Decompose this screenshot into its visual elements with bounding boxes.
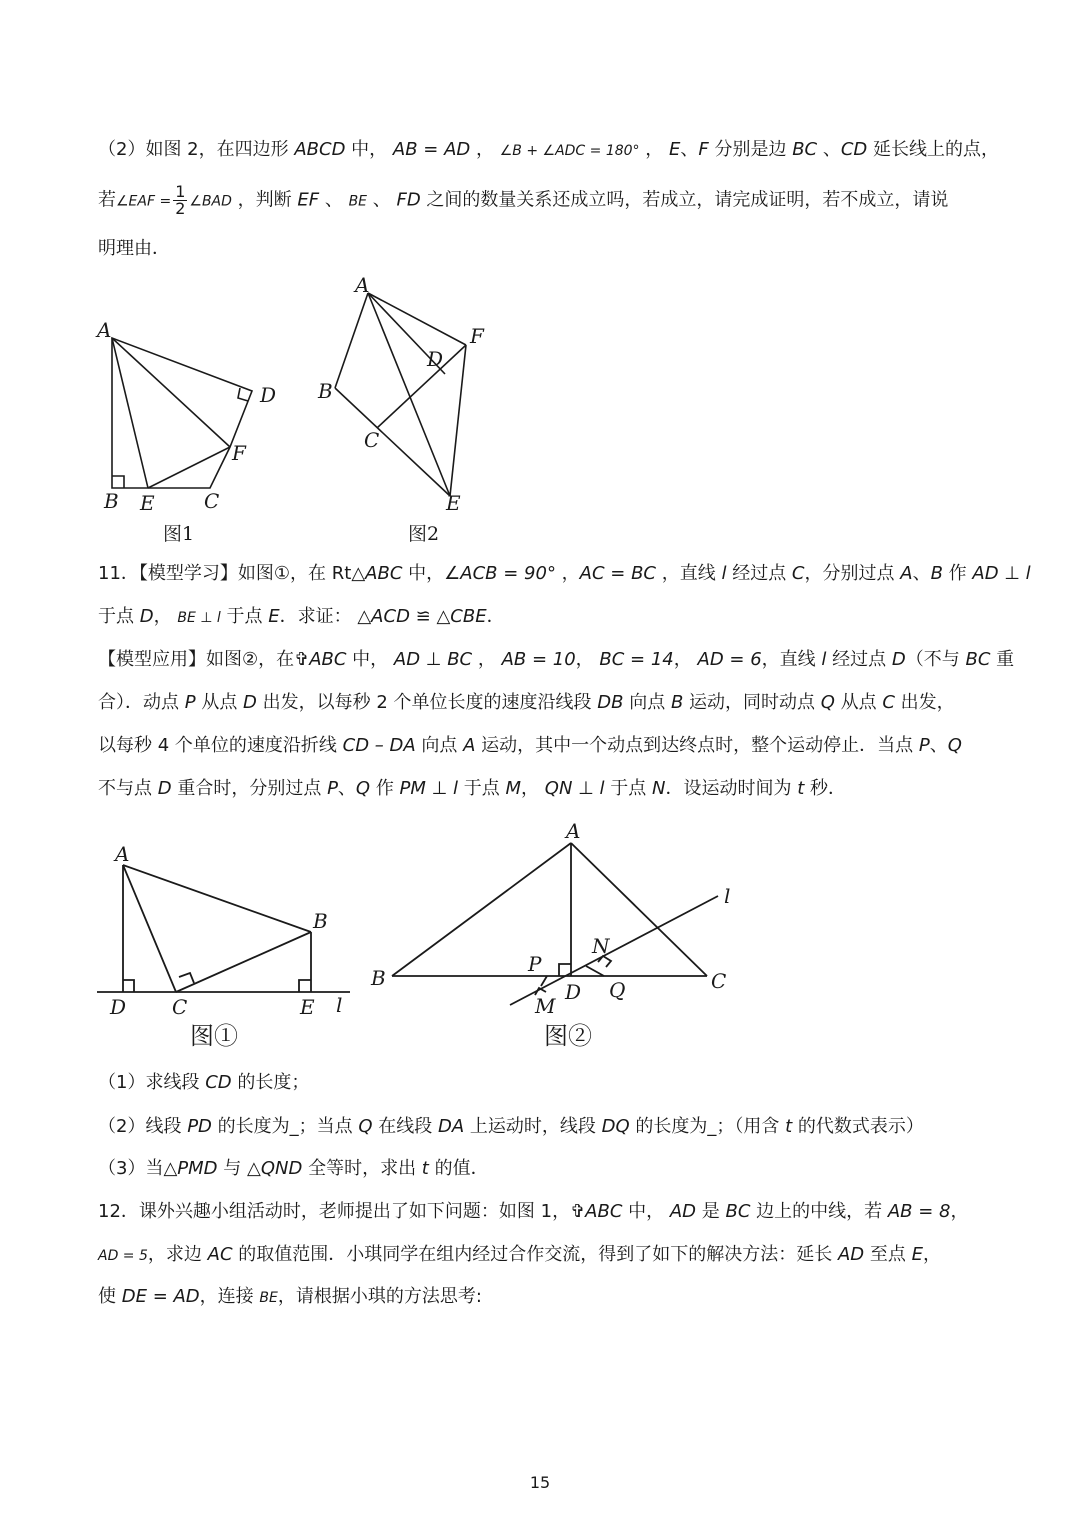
fig-q11-2-caption: 图②: [544, 1022, 592, 1050]
fig-q11-1-label-b: B: [313, 909, 328, 933]
fig2-label-e: E: [446, 491, 461, 515]
fig2-label-a: A: [355, 273, 370, 297]
q11-sub2: （2）线段 PD 的长度为_；当点 Q 在线段 DA 上运动时，线段 DQ 的长度为_；（用含 t 的代数式表示）: [98, 1116, 924, 1137]
fig1-label-a: A: [97, 318, 112, 342]
q11-line6: 不与点 D 重合时，分别过点 P、Q 作 PM ⊥ l 于点 M， QN ⊥ l 于点 N．设运动时间为 t 秒．: [98, 778, 846, 799]
fig-q11-2-label-m: M: [535, 994, 556, 1018]
fig-q11-2-label-q: Q: [609, 978, 626, 1002]
fig-q11-1-label-l: l: [336, 993, 343, 1017]
fig-q11-2-label-l: l: [724, 884, 731, 908]
fraction-one-half: $\frac{1}{2}$: [175, 182, 186, 218]
q11-sub3: （3）当△PMD 与 △QND 全等时，求出 t 的值．: [98, 1158, 489, 1179]
q11-line1: 11．【模型学习】如图①，在 Rt△ABC 中，∠ACB = 90° ，AC = BC ，直线 l 经过点 C，分别过点 A、B 作 AD ⊥ l: [98, 563, 1031, 584]
fig2-label-b: B: [318, 379, 333, 403]
fig2-label-d: D: [427, 347, 444, 371]
page-number: 15: [529, 1473, 551, 1492]
fig2-label-c: C: [364, 428, 380, 452]
fig-q11-1-label-a: A: [115, 842, 130, 866]
q12-line1: 12．课外兴趣小组活动时，老师提出了如下问题：如图 1，✞ABC 中， AD 是 BC 边上的中线，若 AB = 8，: [98, 1201, 969, 1222]
fig-q11-1-label-d: D: [110, 995, 127, 1019]
fig-q11-2-label-a: A: [566, 819, 581, 843]
q12-line2: AD = 5，求边 AC 的取值范围．小琪同学在组内经过合作交流，得到了如下的解决方法：延长 AD 至点 E，: [98, 1244, 941, 1265]
fig2-label-f: F: [470, 324, 484, 348]
fig1-caption: 图1: [163, 523, 195, 545]
fig1-label-b: B: [104, 489, 119, 513]
fig2-caption: 图2: [408, 523, 440, 545]
fig1-label-e: E: [140, 491, 155, 515]
fig-q11-1-label-c: C: [172, 995, 188, 1019]
fig-q11-2-label-p: P: [528, 952, 542, 976]
fig1-label-d: D: [260, 383, 277, 407]
q11-line3: 【模型应用】如图②，在✞ABC 中， AD ⊥ BC ， AB = 10， BC = 14， AD = 6，直线 l 经过点 D（不与 BC 重: [98, 649, 1015, 670]
q11-sub1: （1）求线段 CD 的长度；: [98, 1072, 310, 1093]
fig1-label-f: F: [232, 441, 246, 465]
q10-part2-line3: 明理由．: [98, 238, 170, 259]
q11-line4: 合）．动点 P 从点 D 出发，以每秒 2 个单位长度的速度沿线段 DB 向点 B 运动，同时动点 Q 从点 C 出发，: [98, 692, 955, 713]
fig-q11-1-label-e: E: [300, 995, 315, 1019]
q10-part2-line1: （2）如图 2，在四边形 ABCD 中， AB = AD ， ∠B + ∠ADC = 180° ， E、F 分别是边 BC 、CD 延长线上的点，: [98, 139, 1000, 160]
q11-line5: 以每秒 4 个单位的速度沿折线 CD – DA 向点 A 运动，其中一个动点到达终点时，整个运动停止．当点 P、Q: [98, 735, 962, 756]
fig1-label-c: C: [204, 489, 220, 513]
fig-q11-2-label-n: N: [592, 934, 610, 958]
q11-line2: 于点 D， BE ⊥ l 于点 E．求证： △ACD ≌ △CBE．: [98, 606, 505, 627]
q12-line3: 使 DE = AD，连接 BE，请根据小琪的方法思考:: [98, 1286, 482, 1307]
fig-q11-2-label-d: D: [565, 980, 582, 1004]
fig-q11-2-label-b: B: [371, 966, 386, 990]
q10-part2-line2: 若∠EAF = $\frac{1}{2}$ ∠BAD ，判断 EF 、 BE 、 FD 之间的数量关系还成立吗，若成立，请完成证明，若不成立，请说: [98, 182, 949, 218]
fig-q11-1-caption: 图①: [190, 1022, 238, 1050]
fig-q11-2-label-c: C: [711, 969, 727, 993]
